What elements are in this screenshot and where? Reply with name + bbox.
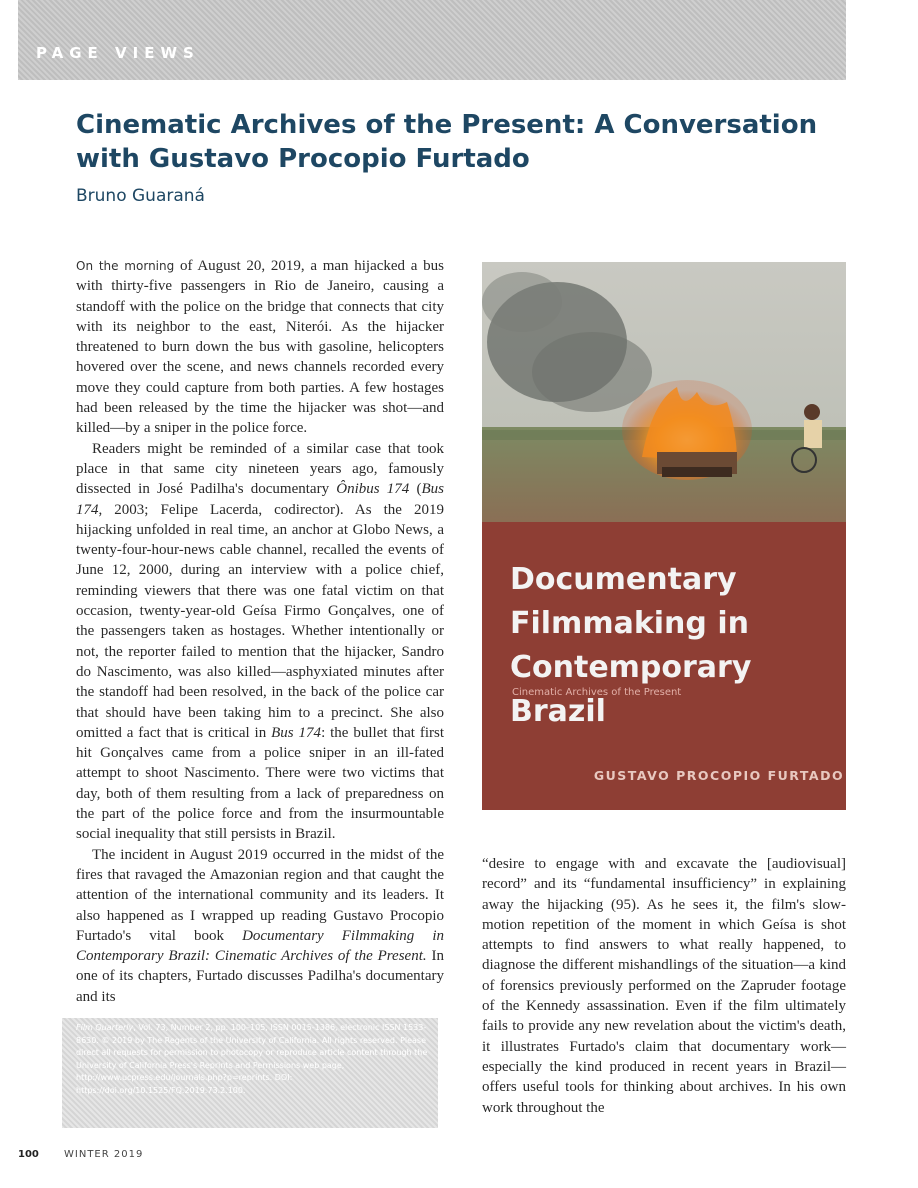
journal-name: Film Quarterly — [76, 1023, 134, 1032]
lead-in: On the morning — [76, 259, 175, 273]
paragraph-1: On the morning of August 20, 2019, a man hijacked a bus with thirty-five passengers in Rio de Janeiro, causing a standoff with the police on the bridge that connects that city with its neighbor to the east, Niterói. As the hijacker threatened to burn down the bus with gasoline, helicopters hovered over the scene, and news channels recorded every move they could capture from both parties. A few hostages had been released by the time the hijacker was shot—and killed—by a sniper in the police force. — [76, 258, 444, 437]
issue-label: WINTER 2019 — [64, 1149, 144, 1160]
article-author: Bruno Guaraná — [76, 186, 205, 206]
paragraph-2: Readers might be reminded of a similar case that took place in that same city nineteen years ago, famously dissected in José Padilha's documentary Ônibus 174 (Bus 174, 2003; Felipe Lacerda, codirector). As the 2019 hijacking unfolded in real time, an anchor at Globo News, a twenty-four-hour-news cable channel, recalled the events of June 12, 2000, during an interview with a police chief, reminding viewers that there was one fatal victim on that occasion, twenty-year-old Geísa Firmo Gonçalves, one of the passengers taken as hostages. Whether intentionally or not, the reporter failed to mention that the hijacker, Sandro do Nascimento, was also killed—asphyxiated minutes after the standoff had been resolved, in the back of the police car that should have been taking him to a precinct. She also omitted a fact that is critical in Bus 174: the bullet that first hit Gonçalves came from a police sniper in an ill-fated attempt to shoot Nascimento. There were two victims that day, both of them resulting from a lack of preparedness on the part of the police force and from the insurmountable social inequality that still persists in Brazil. — [76, 440, 445, 843]
cover-author: GUSTAVO PROCOPIO FURTADO — [593, 768, 845, 783]
film-title: Ônibus 174 — [336, 481, 410, 498]
article-title: Cinematic Archives of the Present: A Conversation with Gustavo Procopio Furtado — [76, 110, 818, 174]
copyright-footnote: Film Quarterly, Vol. 73, Number 2, pp. 100–105, ISSN 0015-1386, electronic ISSN 1533-8630. © 2019 by The Regents of the University of California. All rights reserved. Please direct all requests for permission to photocopy or reproduce article content through the University of California Press's Reprints and Permissions web page, http://www.ucpress.edu/journals.php?p=reprints. DOI: https://doi.org/10.1525/FQ.2019.73.2.100. — [76, 1023, 428, 1095]
cover-subtitle: Cinematic Archives of the Present — [512, 687, 682, 698]
page-views-banner — [18, 0, 846, 80]
film-title: Bus 174 — [271, 724, 322, 741]
left-column — [76, 256, 444, 1007]
section-label: PAGE VIEWS — [36, 44, 200, 62]
book-cover — [482, 262, 846, 810]
right-column — [482, 854, 846, 1118]
page-number: 100 — [18, 1149, 39, 1160]
cover-title: Documentary Filmmaking in Contemporary Brazil — [510, 562, 752, 729]
film-title: Bus 174 — [76, 481, 444, 518]
book-title: Documentary Filmmaking in Contemporary Brazil: Cinematic Archives of the Present. — [76, 927, 444, 965]
burning-sofa-photo — [482, 262, 846, 522]
paragraph-4: “desire to engage with and excavate the [audiovisual] record” and its “fundamental insufficiency” in explaining away the hijacking (95). As he sees it, the film's slow-motion repetition of the moment in which Geísa is shot attempts to find answers to what really happened, to diagnose the different mishandlings of the situation—a kind of forensics previously performed on the Zapruder footage of the Kennedy assassination. Even if the film ultimately fails to provide any new revelation about the victim's death, it illustrates Furtado's claim that documentary work—especially the kind produced in recent years in Brazil—offers useful tools for thinking about archives. In his own work throughout the — [482, 856, 846, 1116]
paragraph-3: The incident in August 2019 occurred in the midst of the fires that ravaged the Amazonian region and that caught the attention of the international community and its leaders. It also happened as I wrapped up reading Gustavo Procopio Furtado's vital book Documentary Filmmaking in Contemporary Brazil: Cinematic Archives of the Present. In one of its chapters, Furtado discusses Padilha's documentary and its — [76, 846, 444, 1005]
